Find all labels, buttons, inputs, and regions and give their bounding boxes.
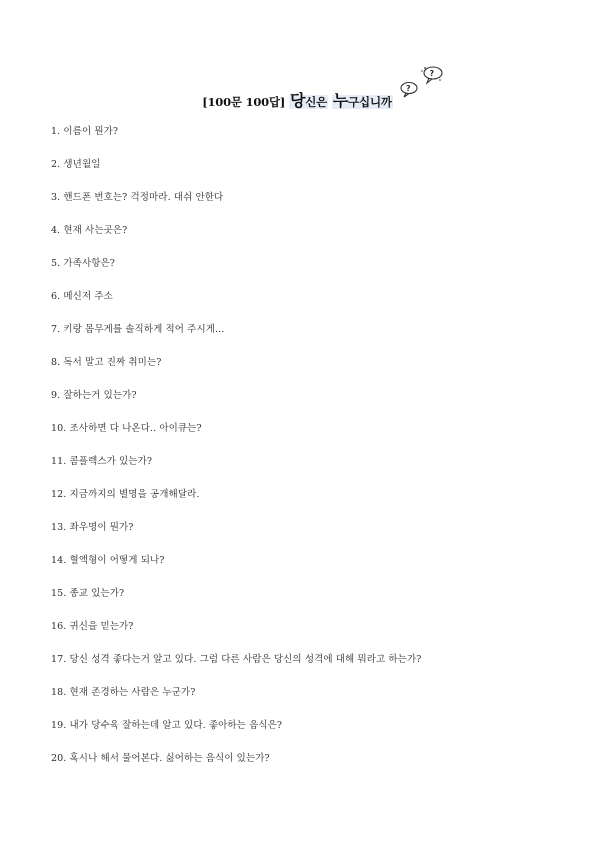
title-char-3: 누: [332, 91, 349, 110]
question-item: 10. 조사하면 다 나온다.. 아이큐는?: [51, 423, 202, 434]
question-item: 2. 생년월일: [51, 159, 101, 170]
question-item: 11. 콤플렉스가 있는가?: [51, 456, 153, 467]
question-item: 20. 혹시나 해서 물어본다. 싫어하는 음식이 있는가?: [51, 753, 270, 764]
svg-text:?: ?: [429, 69, 435, 78]
question-item: 12. 지금까지의 별명을 공개해달라.: [51, 489, 200, 500]
svg-text:?: ?: [406, 84, 411, 93]
question-item: 7. 키랑 몸무게를 솔직하게 적어 주시게...: [51, 324, 225, 335]
question-item: 9. 잘하는거 있는가?: [51, 390, 137, 401]
title-bracket: [100문 100답]: [202, 95, 286, 109]
question-item: 15. 종교 있는가?: [51, 588, 125, 599]
question-item: 6. 메신저 주소: [51, 291, 113, 302]
title-part-4: 구십니까: [348, 95, 392, 109]
title-part-2: 신은: [305, 95, 328, 109]
question-item: 3. 핸드폰 번호는? 걱정마라. 대쉬 안한다: [51, 192, 224, 203]
question-item: 4. 현재 사는곳은?: [51, 225, 128, 236]
title-char-1: 당: [289, 91, 306, 110]
question-item: 13. 좌우명이 뭔가?: [51, 522, 134, 533]
question-item: 5. 가족사항은?: [51, 258, 115, 269]
question-item: 19. 내가 당수육 잘하는데 알고 있다. 좋아하는 음식은?: [51, 720, 283, 731]
question-item: 17. 당신 성격 좋다는거 알고 있다. 그럼 다른 사람은 당신의 성격에 대해 뭐라고 하는가?: [51, 654, 422, 665]
question-item: 8. 독서 말고 진짜 취미는?: [51, 357, 162, 368]
question-item: 1. 이름이 뭔가?: [51, 126, 119, 137]
question-item: 18. 현재 존경하는 사람은 누군가?: [51, 687, 196, 698]
question-item: 16. 귀신을 믿는가?: [51, 621, 134, 632]
page-title: [0, 88, 595, 111]
question-item: 14. 혈액형이 어떻게 되나?: [51, 555, 165, 566]
